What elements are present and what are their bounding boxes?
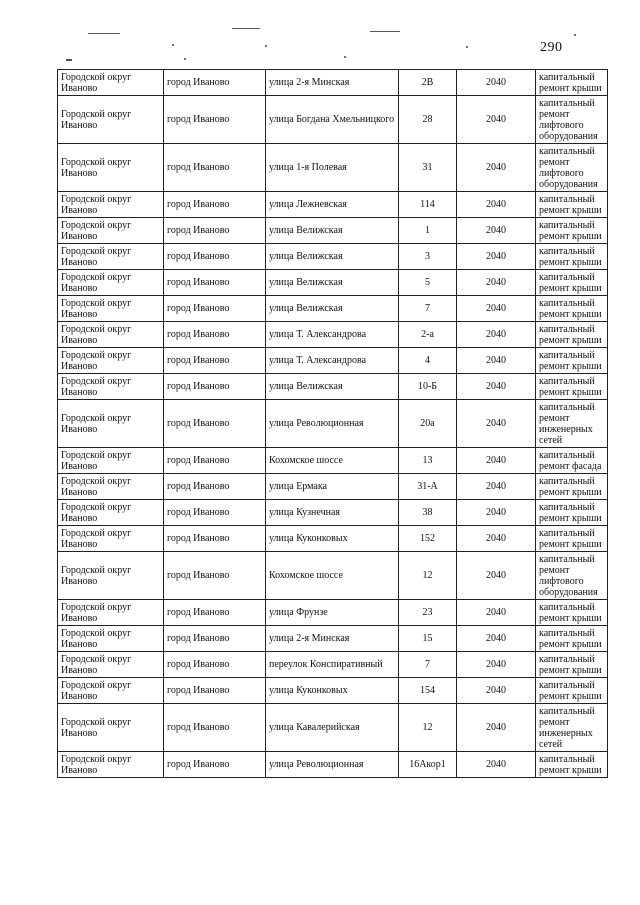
work-type-cell: капитальный ремонт лифтового оборудования (536, 144, 608, 192)
table-row (58, 244, 608, 270)
house-number-cell: 10-Б (399, 374, 457, 400)
district-cell: Городской округ Иваново (58, 752, 164, 778)
table-row (58, 192, 608, 218)
city-cell: город Иваново (164, 526, 266, 552)
year-cell: 2040 (457, 600, 536, 626)
street-cell: улица Велижская (266, 218, 399, 244)
year-cell: 2040 (457, 70, 536, 96)
work-type-cell: капитальный ремонт крыши (536, 296, 608, 322)
year-cell: 2040 (457, 526, 536, 552)
street-cell: улица Лежневская (266, 192, 399, 218)
scan-mark (370, 31, 400, 32)
district-cell: Городской округ Иваново (58, 296, 164, 322)
district-cell: Городской округ Иваново (58, 626, 164, 652)
street-cell: улица Кузнечная (266, 500, 399, 526)
street-cell: Кохомское шоссе (266, 448, 399, 474)
street-cell: улица Кавалерийская (266, 704, 399, 752)
house-number-cell: 5 (399, 270, 457, 296)
house-number-cell: 23 (399, 600, 457, 626)
table-row (58, 526, 608, 552)
year-cell: 2040 (457, 652, 536, 678)
house-number-cell: 1 (399, 218, 457, 244)
district-cell: Городской округ Иваново (58, 70, 164, 96)
district-cell: Городской округ Иваново (58, 552, 164, 600)
district-cell: Городской округ Иваново (58, 500, 164, 526)
city-cell: город Иваново (164, 626, 266, 652)
work-type-cell: капитальный ремонт крыши (536, 652, 608, 678)
house-number-cell: 7 (399, 652, 457, 678)
table-row (58, 600, 608, 626)
street-cell: Кохомское шоссе (266, 552, 399, 600)
table-body (58, 70, 608, 778)
city-cell: город Иваново (164, 552, 266, 600)
street-cell: переулок Конспиративный (266, 652, 399, 678)
work-type-cell: капитальный ремонт крыши (536, 270, 608, 296)
street-cell: улица Велижская (266, 270, 399, 296)
district-cell: Городской округ Иваново (58, 270, 164, 296)
table-row (58, 704, 608, 752)
city-cell: город Иваново (164, 96, 266, 144)
work-type-cell: капитальный ремонт крыши (536, 678, 608, 704)
city-cell: город Иваново (164, 752, 266, 778)
work-type-cell: капитальный ремонт крыши (536, 626, 608, 652)
district-cell: Городской округ Иваново (58, 322, 164, 348)
page-number: 290 (540, 40, 563, 55)
work-type-cell: капитальный ремонт фасада (536, 448, 608, 474)
house-number-cell: 4 (399, 348, 457, 374)
work-type-cell: капитальный ремонт инженерных сетей (536, 400, 608, 448)
city-cell: город Иваново (164, 474, 266, 500)
city-cell: город Иваново (164, 192, 266, 218)
street-cell: улица Куконковых (266, 678, 399, 704)
city-cell: город Иваново (164, 296, 266, 322)
table-row (58, 348, 608, 374)
city-cell: город Иваново (164, 270, 266, 296)
house-number-cell: 20а (399, 400, 457, 448)
city-cell: город Иваново (164, 348, 266, 374)
work-type-cell: капитальный ремонт крыши (536, 752, 608, 778)
house-number-cell: 2-а (399, 322, 457, 348)
scan-dot (344, 56, 346, 58)
district-cell: Городской округ Иваново (58, 526, 164, 552)
city-cell: город Иваново (164, 144, 266, 192)
table-row (58, 626, 608, 652)
work-type-cell: капитальный ремонт инженерных сетей (536, 704, 608, 752)
district-cell: Городской округ Иваново (58, 348, 164, 374)
table-row (58, 218, 608, 244)
city-cell: город Иваново (164, 218, 266, 244)
repair-schedule-table (57, 69, 608, 778)
district-cell: Городской округ Иваново (58, 218, 164, 244)
year-cell: 2040 (457, 704, 536, 752)
street-cell: улица Велижская (266, 296, 399, 322)
street-cell: улица Богдана Хмельницкого (266, 96, 399, 144)
street-cell: улица 2-я Минская (266, 626, 399, 652)
city-cell: город Иваново (164, 448, 266, 474)
house-number-cell: 13 (399, 448, 457, 474)
work-type-cell: капитальный ремонт лифтового оборудования (536, 96, 608, 144)
table-row (58, 322, 608, 348)
scan-mark (66, 59, 72, 61)
scan-dot (265, 45, 267, 47)
work-type-cell: капитальный ремонт лифтового оборудования (536, 552, 608, 600)
year-cell: 2040 (457, 678, 536, 704)
house-number-cell: 12 (399, 704, 457, 752)
table-row (58, 552, 608, 600)
year-cell: 2040 (457, 144, 536, 192)
district-cell: Городской округ Иваново (58, 96, 164, 144)
work-type-cell: капитальный ремонт крыши (536, 70, 608, 96)
work-type-cell: капитальный ремонт крыши (536, 244, 608, 270)
year-cell: 2040 (457, 218, 536, 244)
city-cell: город Иваново (164, 500, 266, 526)
house-number-cell: 152 (399, 526, 457, 552)
district-cell: Городской округ Иваново (58, 448, 164, 474)
table-row (58, 448, 608, 474)
city-cell: город Иваново (164, 704, 266, 752)
city-cell: город Иваново (164, 244, 266, 270)
scan-mark (232, 28, 260, 29)
year-cell: 2040 (457, 374, 536, 400)
year-cell: 2040 (457, 322, 536, 348)
district-cell: Городской округ Иваново (58, 144, 164, 192)
district-cell: Городской округ Иваново (58, 600, 164, 626)
year-cell: 2040 (457, 448, 536, 474)
year-cell: 2040 (457, 474, 536, 500)
street-cell: улица Фрунзе (266, 600, 399, 626)
district-cell: Городской округ Иваново (58, 400, 164, 448)
work-type-cell: капитальный ремонт крыши (536, 192, 608, 218)
scan-dot (574, 34, 576, 36)
district-cell: Городской округ Иваново (58, 652, 164, 678)
table-row (58, 70, 608, 96)
city-cell: город Иваново (164, 678, 266, 704)
year-cell: 2040 (457, 96, 536, 144)
street-cell: улица Ермака (266, 474, 399, 500)
street-cell: улица Революционная (266, 752, 399, 778)
house-number-cell: 3 (399, 244, 457, 270)
district-cell: Городской округ Иваново (58, 374, 164, 400)
year-cell: 2040 (457, 244, 536, 270)
street-cell: улица Велижская (266, 244, 399, 270)
house-number-cell: 31-А (399, 474, 457, 500)
work-type-cell: капитальный ремонт крыши (536, 474, 608, 500)
year-cell: 2040 (457, 752, 536, 778)
table-row (58, 652, 608, 678)
house-number-cell: 31 (399, 144, 457, 192)
table-row (58, 296, 608, 322)
city-cell: город Иваново (164, 70, 266, 96)
street-cell: улица Т. Александрова (266, 322, 399, 348)
work-type-cell: капитальный ремонт крыши (536, 374, 608, 400)
work-type-cell: капитальный ремонт крыши (536, 348, 608, 374)
work-type-cell: капитальный ремонт крыши (536, 600, 608, 626)
city-cell: город Иваново (164, 374, 266, 400)
table-row (58, 374, 608, 400)
year-cell: 2040 (457, 400, 536, 448)
street-cell: улица Велижская (266, 374, 399, 400)
table-row (58, 500, 608, 526)
work-type-cell: капитальный ремонт крыши (536, 526, 608, 552)
district-cell: Городской округ Иваново (58, 244, 164, 270)
house-number-cell: 7 (399, 296, 457, 322)
table-row (58, 96, 608, 144)
year-cell: 2040 (457, 552, 536, 600)
year-cell: 2040 (457, 626, 536, 652)
table-row (58, 144, 608, 192)
house-number-cell: 16Акор1 (399, 752, 457, 778)
house-number-cell: 15 (399, 626, 457, 652)
district-cell: Городской округ Иваново (58, 474, 164, 500)
house-number-cell: 2В (399, 70, 457, 96)
street-cell: улица 1-я Полевая (266, 144, 399, 192)
city-cell: город Иваново (164, 652, 266, 678)
year-cell: 2040 (457, 192, 536, 218)
work-type-cell: капитальный ремонт крыши (536, 500, 608, 526)
year-cell: 2040 (457, 500, 536, 526)
house-number-cell: 114 (399, 192, 457, 218)
house-number-cell: 154 (399, 678, 457, 704)
year-cell: 2040 (457, 270, 536, 296)
district-cell: Городской округ Иваново (58, 192, 164, 218)
city-cell: город Иваново (164, 600, 266, 626)
table-row (58, 270, 608, 296)
work-type-cell: капитальный ремонт крыши (536, 218, 608, 244)
house-number-cell: 28 (399, 96, 457, 144)
district-cell: Городской округ Иваново (58, 704, 164, 752)
house-number-cell: 38 (399, 500, 457, 526)
scan-mark (88, 33, 120, 34)
table-row (58, 474, 608, 500)
year-cell: 2040 (457, 296, 536, 322)
district-cell: Городской округ Иваново (58, 678, 164, 704)
city-cell: город Иваново (164, 322, 266, 348)
table-row (58, 400, 608, 448)
house-number-cell: 12 (399, 552, 457, 600)
scan-dot (466, 46, 468, 48)
street-cell: улица Куконковых (266, 526, 399, 552)
scan-dot (172, 44, 174, 46)
city-cell: город Иваново (164, 400, 266, 448)
street-cell: улица Революционная (266, 400, 399, 448)
scan-dot (184, 58, 186, 60)
year-cell: 2040 (457, 348, 536, 374)
work-type-cell: капитальный ремонт крыши (536, 322, 608, 348)
table-row (58, 678, 608, 704)
street-cell: улица 2-я Минская (266, 70, 399, 96)
street-cell: улица Т. Александрова (266, 348, 399, 374)
table-row (58, 752, 608, 778)
